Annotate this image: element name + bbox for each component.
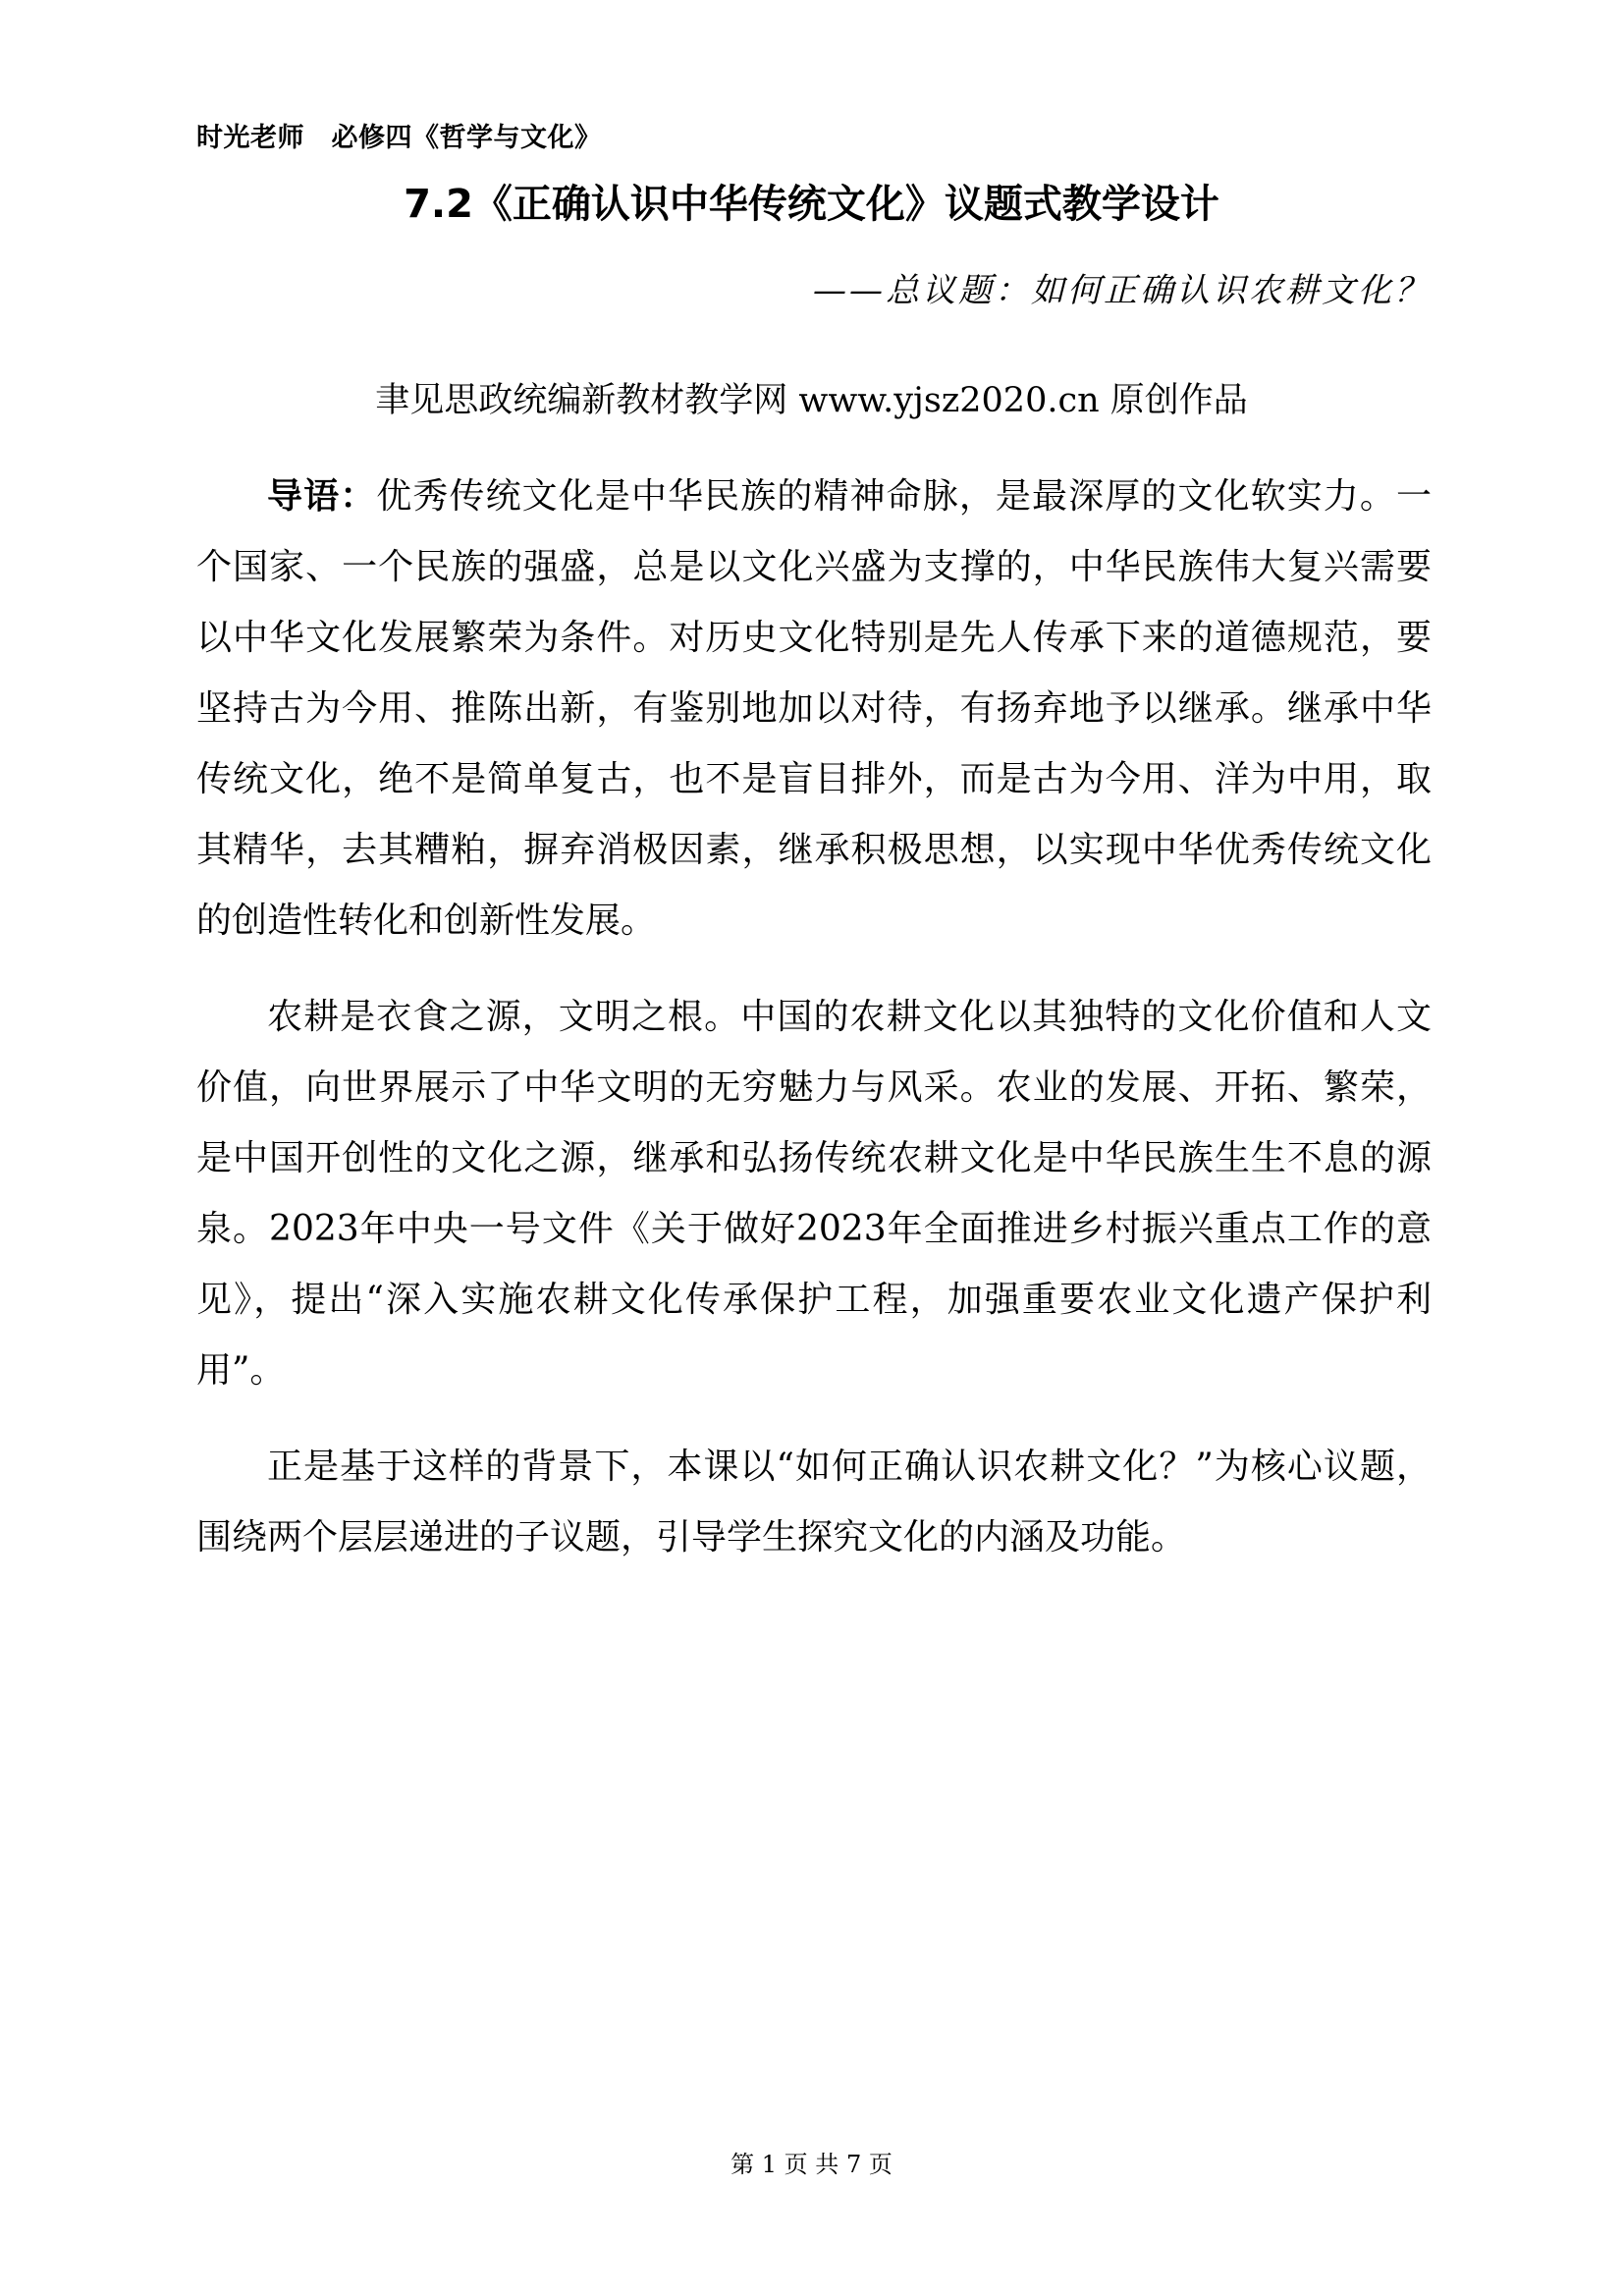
document-title: 7.2《正确认识中华传统文化》议题式教学设计 xyxy=(404,182,1219,227)
intro-lead: 导语： xyxy=(267,476,377,517)
body-paragraph: 正是基于这样的背景下，本课以“如何正确认识农耕文化？”为核心议题，围绕两个层层递进的子议题，引导学生探究文化的内涵及功能。 xyxy=(196,1447,1432,1558)
header-course: 必修四《哲学与文化》 xyxy=(331,123,602,153)
body-paragraph: 农耕是衣食之源，文明之根。中国的农耕文化以其独特的文化价值和人文价值，向世界展示了中华文明的无穷魅力与风采。农业的发展、开拓、繁荣，是中国开创性的文化之源，继承和弘扬传统农耕文化是中华民族生生不息的源泉。2023年中央一号文件《关于做好2023年全面推进乡村振兴重点工作的意见》，提出“深入实施农耕文化传承保护工程，加强重要农业文化遗产保护利用”。 xyxy=(196,997,1432,1391)
document-body xyxy=(196,462,1432,1599)
header-teacher: 时光老师 xyxy=(196,123,304,153)
header-gap xyxy=(304,123,332,153)
document-subtitle: ——总议题：如何正确认识农耕文化？ xyxy=(813,271,1431,310)
page-footer: 第 1 页 共 7 页 xyxy=(730,2151,893,2178)
source-line: 聿见思政统编新教材教学网 www.yjsz2020.cn 原创作品 xyxy=(375,381,1248,420)
page-header xyxy=(196,116,602,154)
intro-paragraph xyxy=(196,462,1432,957)
intro-text: 优秀传统文化是中华民族的精神命脉，是最深厚的文化软实力。一个国家、一个民族的强盛，总是以文化兴盛为支撑的，中华民族伟大复兴需要以中华文化发展繁荣为条件。对历史文化特别是先人传承下来的道德规范，要坚持古为今用、推陈出新，有鉴别地加以对待，有扬弃地予以继承。继承中华传统文化，绝不是简单复古，也不是盲目排外，而是古为今用、洋为中用，取其精华，去其糟粕，摒弃消极因素，继承积极思想，以实现中华优秀传统文化的创造性转化和创新性发展。 xyxy=(196,476,1432,941)
